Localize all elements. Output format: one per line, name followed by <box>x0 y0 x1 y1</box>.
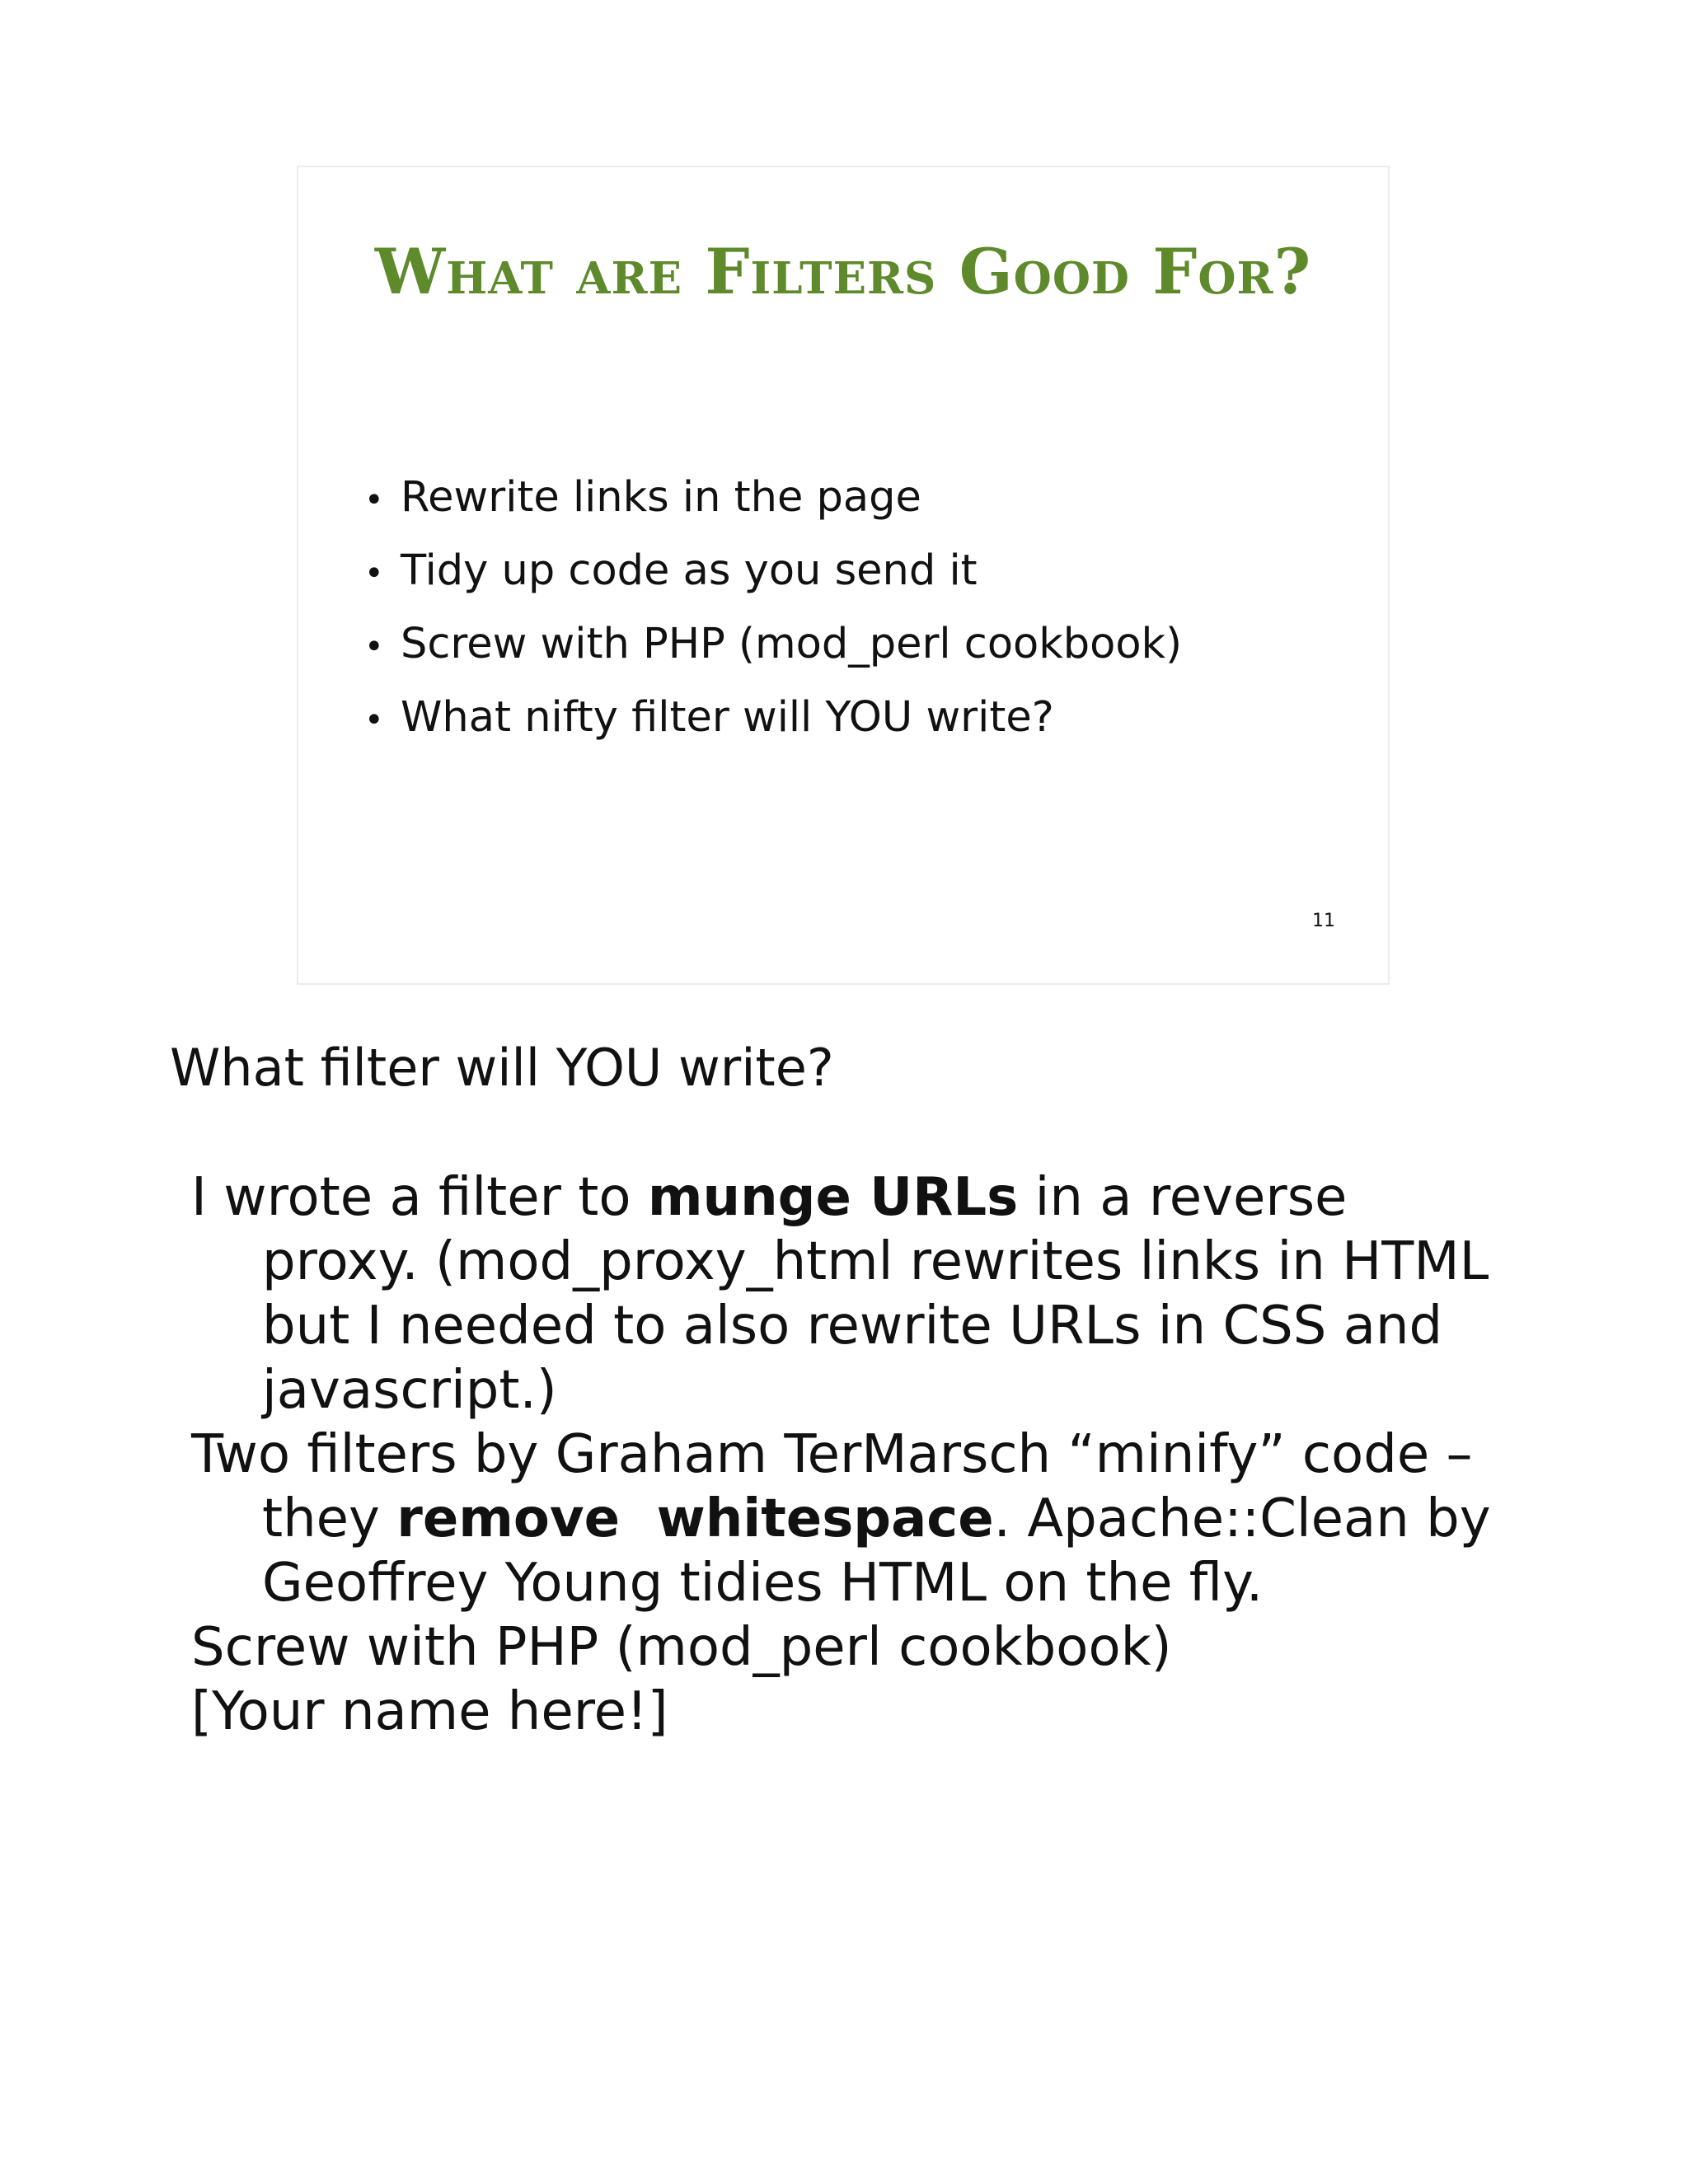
note-item: [Your name here!] <box>191 1681 668 1742</box>
note-item <box>191 1422 1493 1615</box>
note-text: in a reverse proxy. (mod_proxy_html rewrites links in HTML but I needed to also rewrite URLs in CSS and javascript.) <box>262 1167 1489 1421</box>
slide-bullet <box>364 682 1182 756</box>
bullet-icon: • <box>364 481 384 519</box>
note-text: Two filters by Graham TerMarsch “minify” code – they <box>191 1424 1473 1549</box>
slide-title: What are Filters Good For? <box>374 235 1312 308</box>
note-item: Screw with PHP (mod_perl cookbook) <box>191 1617 1172 1678</box>
note-text: I wrote a filter to <box>191 1167 648 1228</box>
slide-thumbnail <box>297 166 1390 985</box>
bullet-icon: • <box>364 555 384 593</box>
bullet-icon: • <box>364 701 384 739</box>
slide-bullet <box>364 536 1182 609</box>
slide-bullet-text: Screw with PHP (mod_perl cookbook) <box>401 620 1182 668</box>
note-text: . Apache::Clean by Geoffrey Young tidies HTML on the fly. <box>262 1488 1491 1614</box>
slide-bullet-list <box>364 462 1182 756</box>
slide-bullet-text: Tidy up code as you send it <box>401 546 978 595</box>
slide-bullet-text: Rewrite links in the page <box>401 473 921 522</box>
slide-bullet-text: What nifty filter will YOU write? <box>401 693 1054 742</box>
slide-bullet <box>364 462 1182 536</box>
note-emphasis: remove whitespace <box>396 1488 994 1549</box>
note-item <box>191 1165 1493 1422</box>
bullet-icon: • <box>364 628 384 666</box>
slide-bullet <box>364 609 1182 682</box>
note-emphasis: munge URLs <box>647 1167 1019 1228</box>
speaker-notes <box>191 1165 1493 1744</box>
notes-heading: What filter will YOU write? <box>170 1038 834 1098</box>
slide-page-number: 11 <box>1312 911 1335 931</box>
